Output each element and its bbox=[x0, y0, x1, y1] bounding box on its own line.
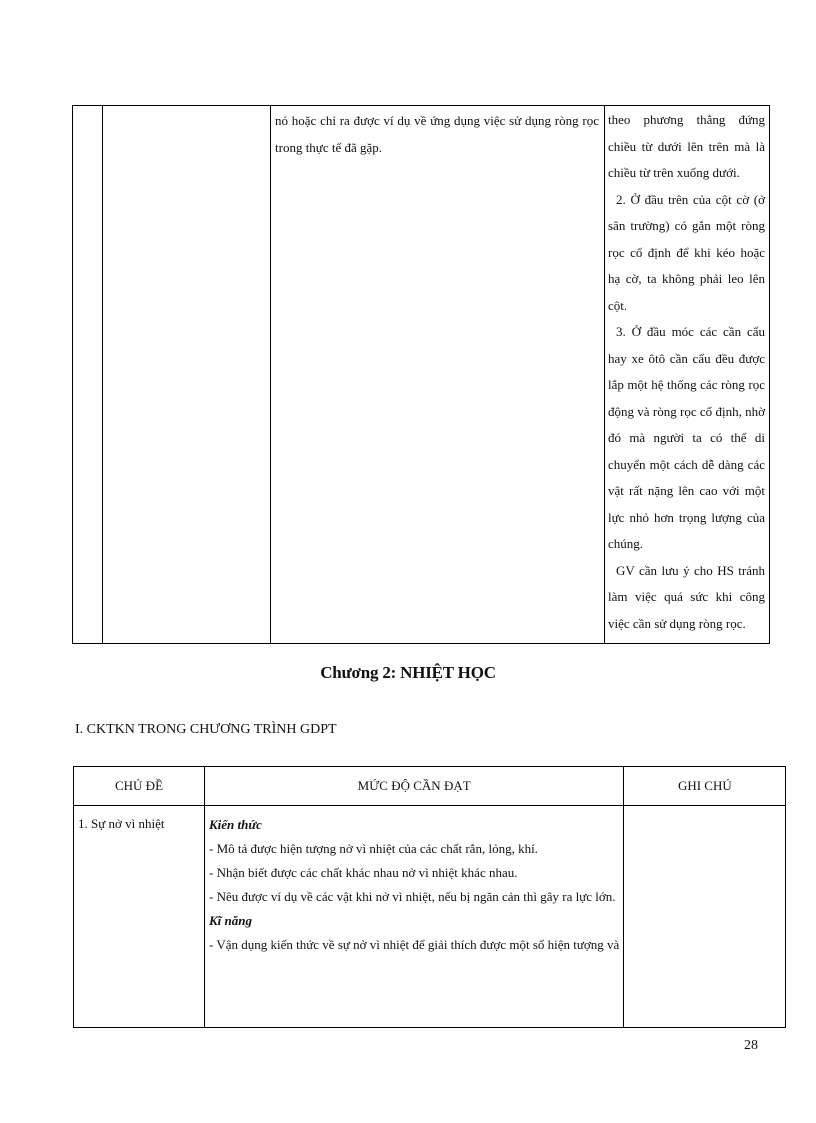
table-cell-topic bbox=[74, 806, 205, 1028]
table-row bbox=[73, 106, 770, 644]
note-paragraph: 2. Ở đầu trên của cột cờ (ở sân trường) có gắn một ròng rọc cố định để khi kéo hoặc hạ cờ, ta không phải leo lên cột. bbox=[608, 191, 765, 313]
table-cell-notes bbox=[605, 106, 770, 644]
knowledge-heading: Kiến thức bbox=[209, 817, 262, 832]
table-cell-index bbox=[73, 106, 103, 644]
skill-heading: Kĩ năng bbox=[209, 913, 252, 928]
topic-text: 1. Sự nở vì nhiệt bbox=[78, 816, 165, 831]
note-paragraph: theo phương thẳng đứng chiều từ dưới lên trên mà là chiều từ trên xuống dưới. bbox=[608, 112, 765, 180]
continued-table bbox=[72, 105, 770, 644]
knowledge-item: - Nêu được ví dụ về các vật khi nở vì nhiệt, nếu bị ngăn cản thì gây ra lực lớn. bbox=[209, 889, 616, 904]
standards-table bbox=[73, 766, 786, 1028]
table-cell-content bbox=[271, 106, 605, 644]
skill-item: - Vận dụng kiến thức về sự nở vì nhiệt để giải thích được một số hiện tượng và bbox=[209, 937, 620, 952]
section-title: I. CKTKN TRONG CHƯƠNG TRÌNH GDPT bbox=[75, 722, 337, 737]
knowledge-item: - Mô tả được hiện tượng nở vì nhiệt của các chất rắn, lỏng, khí. bbox=[209, 841, 538, 856]
table-cell-requirement bbox=[205, 806, 624, 1028]
knowledge-item: - Nhận biết được các chất khác nhau nở vì nhiệt khác nhau. bbox=[209, 865, 518, 880]
table-cell-note bbox=[624, 806, 786, 1028]
header-requirement: MỨC ĐỘ CẦN ĐẠT bbox=[205, 767, 624, 806]
header-topic: CHỦ ĐỀ bbox=[74, 767, 205, 806]
table-header-row bbox=[74, 767, 786, 806]
table-row bbox=[74, 806, 786, 1028]
page-number: 28 bbox=[744, 1038, 758, 1053]
note-paragraph: GV cần lưu ý cho HS tránh làm việc quá sức khi công việc cần sử dụng ròng rọc. bbox=[608, 562, 765, 631]
table-cell-topic bbox=[103, 106, 271, 644]
chapter-title: Chương 2: NHIỆT HỌC bbox=[320, 663, 496, 682]
note-paragraph: 3. Ở đầu móc các cần cẩu hay xe ôtô cần cẩu đều được lắp một hệ thống các ròng rọc động và ròng rọc cố định, nhờ đó mà người ta có thể di chuyển một cách dễ dàng các vật rất nặng lên cao với một lực nhỏ hơn trọng lượng của chúng. bbox=[608, 324, 765, 551]
content-text: nó hoặc chỉ ra được ví dụ về ứng dụng việc sử dụng ròng rọc trong thực tế đã gặp. bbox=[275, 113, 599, 155]
header-note: GHI CHÚ bbox=[624, 767, 786, 806]
